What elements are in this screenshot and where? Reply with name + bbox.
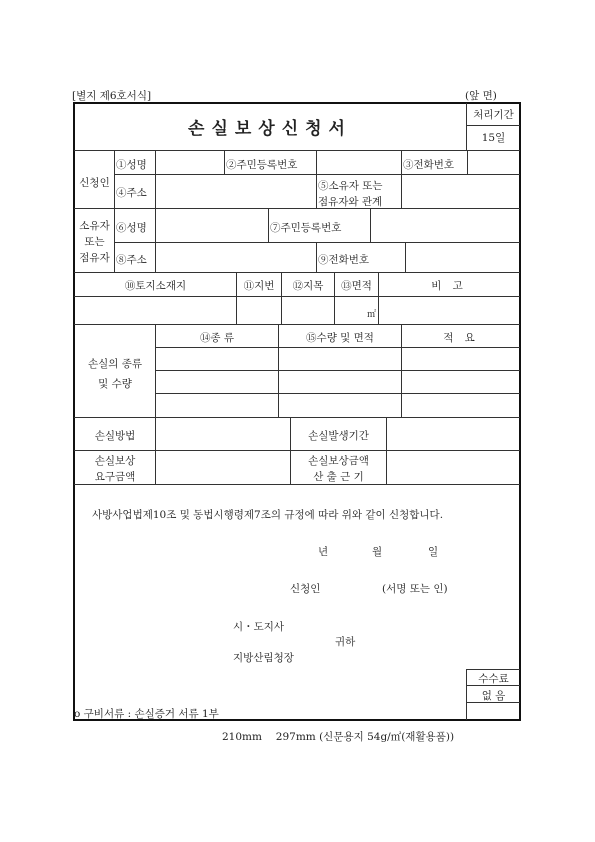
applicant-name-field[interactable]: [156, 151, 224, 174]
page-side-label: (앞 면): [465, 90, 497, 102]
applicant-resident-no-field[interactable]: [317, 151, 401, 174]
requested-amount-label-2: 요구금액: [94, 471, 136, 483]
owner-section-label-2: 또는: [84, 236, 105, 248]
applicant-resident-no-label: ②주민등록번호: [226, 159, 298, 171]
applicant-relation-field[interactable]: [402, 175, 519, 208]
loss-period-field[interactable]: [387, 418, 519, 450]
amount-basis-field[interactable]: [387, 451, 519, 484]
owner-phone-field[interactable]: [406, 243, 519, 272]
loss-section-label-1: 손실의 종류: [87, 358, 143, 370]
form-number: [별지 제6호서식]: [72, 90, 152, 102]
recipient-forest-office: 지방산림청장: [233, 652, 294, 664]
loss-method-label: 손실방법: [94, 430, 136, 442]
owner-resident-no-field[interactable]: [371, 209, 519, 242]
loss-section-label-2: 및 수량: [98, 378, 132, 390]
date-year-label: 년: [318, 546, 329, 558]
land-location-field[interactable]: [75, 297, 236, 324]
land-category-label: ⑫지목: [292, 280, 324, 292]
applicant-address-label: ④주소: [116, 187, 147, 199]
applicant-name-label: ①성명: [116, 159, 147, 171]
signer-label: 신청인: [290, 583, 321, 595]
owner-phone-label: ⑨전화번호: [318, 254, 370, 266]
owner-section-label-3: 점유자: [79, 252, 110, 264]
applicant-relation-label-1: ⑤소유자 또는: [318, 180, 383, 192]
land-note-label: 비 고: [431, 280, 467, 292]
owner-address-field[interactable]: [156, 243, 316, 272]
recipient-governor: 시・도지사: [233, 621, 285, 633]
paper-spec-footer: 210mm 297mm (신문용지 54g/㎡(재활용품)): [222, 731, 455, 743]
date-day-label: 일: [428, 546, 439, 558]
processing-period-label: 처리기간: [473, 109, 514, 121]
page-title: 손실보상신청서: [188, 119, 352, 139]
owner-resident-no-label: ⑦주민등록번호: [270, 222, 342, 234]
application-statement: 사방사업법제10조 및 동법시행령제7조의 규정에 따라 위와 같이 신청합니다.: [92, 509, 444, 521]
amount-basis-label-1: 손실보상금액: [308, 455, 369, 467]
applicant-section-label: 신청인: [79, 177, 110, 189]
applicant-relation-label-2: 점유자와 관계: [318, 196, 383, 208]
owner-name-label: ⑥성명: [116, 222, 147, 234]
applicant-address-field[interactable]: [156, 175, 316, 208]
applicant-phone-label: ③전화번호: [403, 159, 455, 171]
applicant-phone-field[interactable]: [468, 151, 519, 174]
requested-amount-field[interactable]: [156, 451, 290, 484]
requested-amount-label-1: 손실보상: [94, 455, 136, 467]
area-unit: ㎡: [367, 310, 377, 320]
loss-entry-rows[interactable]: [156, 348, 520, 417]
loss-period-label: 손실발생기간: [308, 430, 369, 442]
loss-method-field[interactable]: [156, 418, 290, 450]
land-lot-no-field[interactable]: [237, 297, 281, 324]
date-month-label: 월: [372, 546, 383, 558]
land-lot-no-label: ⑪지번: [243, 280, 275, 292]
owner-name-field[interactable]: [156, 209, 268, 242]
land-area-label: ⑬면적: [341, 280, 372, 292]
processing-period-value: 15일: [481, 132, 506, 144]
land-note-field[interactable]: [379, 297, 519, 324]
fee-value: 없 음: [481, 690, 506, 702]
owner-address-label: ⑧주소: [116, 254, 147, 266]
fee-label: 수수료: [478, 673, 509, 685]
signature-note: (서명 또는 인): [382, 583, 448, 595]
land-category-field[interactable]: [282, 297, 334, 324]
attachments-note: o 구비서류 : 손실증거 서류 1부: [74, 708, 219, 720]
land-location-label: ⑩토지소재지: [124, 280, 187, 292]
amount-basis-label-2: 산 출 근 기: [313, 471, 364, 483]
loss-kind-header: ⑭종 류: [199, 332, 235, 344]
owner-section-label-1: 소유자: [79, 220, 110, 232]
loss-qty-header: ⑮수량 및 면적: [306, 332, 374, 344]
loss-summary-header: 적 요: [443, 332, 479, 344]
recipient-honorific: 귀하: [335, 636, 356, 648]
